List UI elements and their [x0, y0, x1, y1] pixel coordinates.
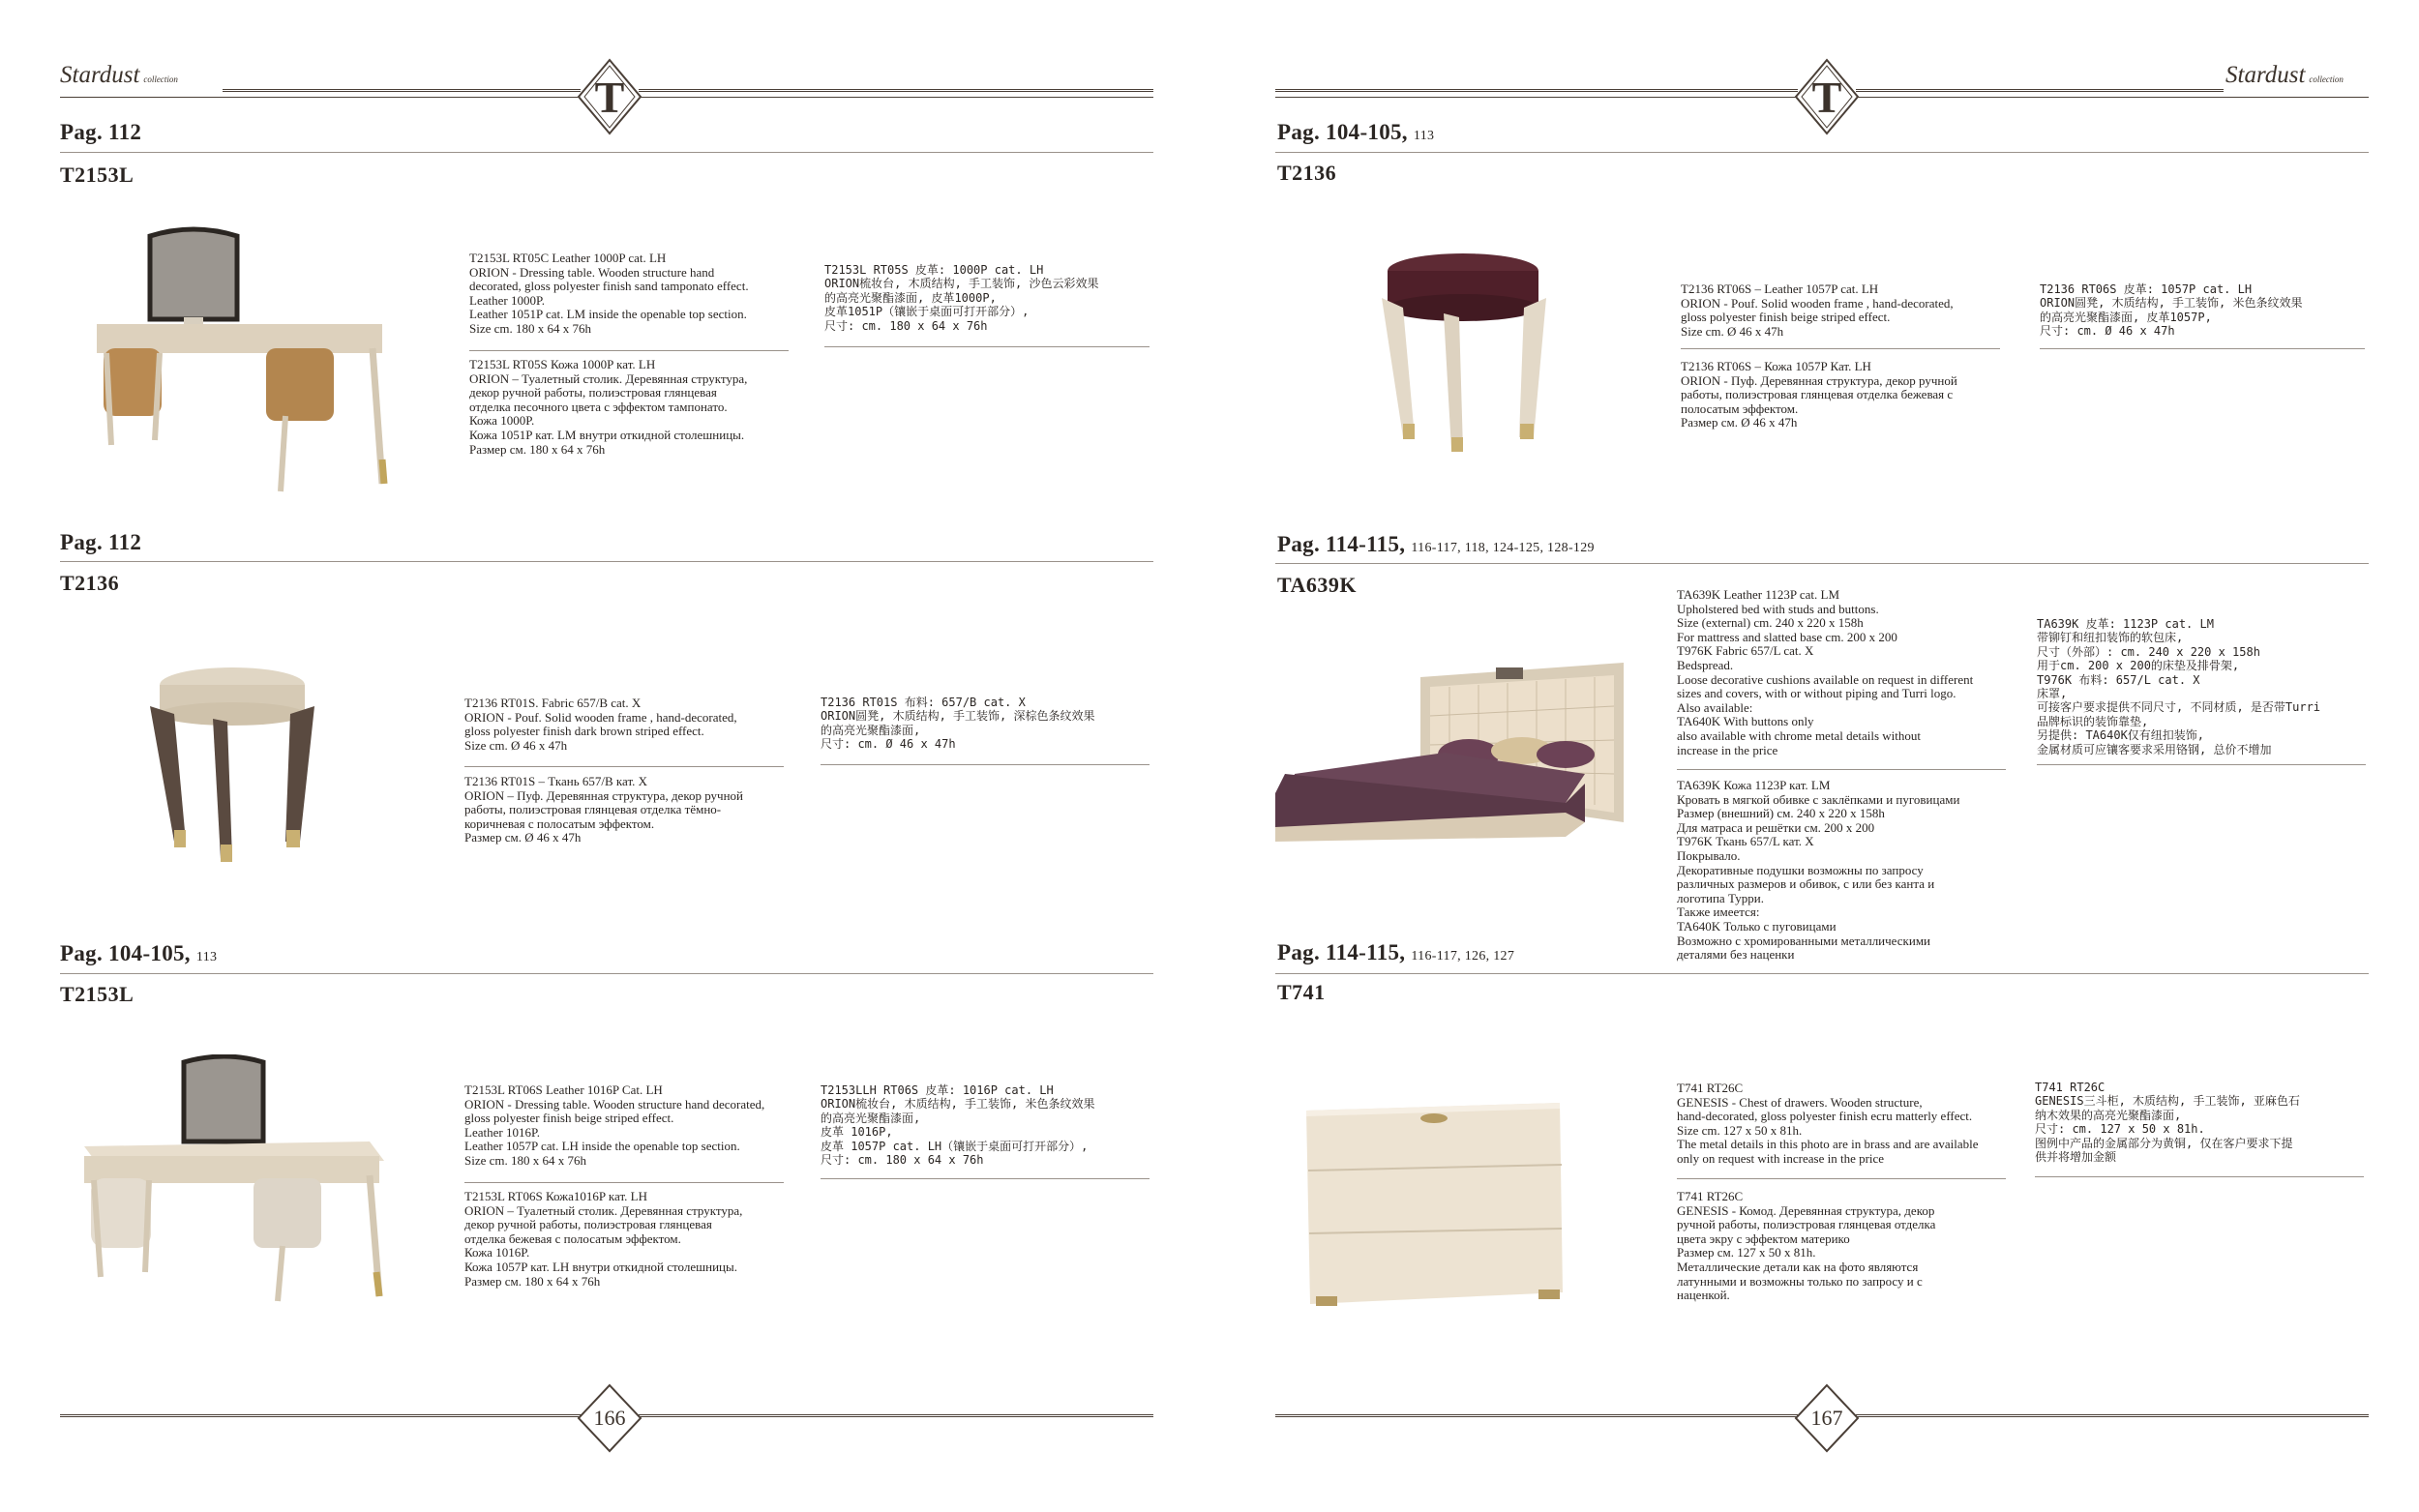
header-rule-thin	[1275, 97, 1798, 101]
description-ru: T2136 RT06S – Кожа 1057P Кат. LH ORION - Пуф. Деревянная структура, декор ручной работы, полиэстровая глянцевая отделка бежевая с полосатым эффектом. Размер см. Ø 46 x 47h	[1681, 359, 1957, 430]
product-code: TA639K	[1277, 573, 1358, 597]
pouf-leather-image	[1374, 252, 1548, 455]
t-logo-icon	[1794, 58, 1860, 135]
header-rule	[639, 89, 1153, 95]
header-rule-thin	[639, 97, 1153, 101]
t-logo-icon	[577, 58, 642, 135]
description-ru: T2153L RT05S Кожа 1000P кат. LH ORION – Туалетный столик. Деревянная структура, декор ручной работы, полиэстровая глянцевая отделка песочного цвета с эффектом тампонато. Кожа 1000P. Кожа 1051P кат. LM внутри откидной столешницы. Размер см. 180 x 64 x 76h	[469, 357, 748, 457]
section-rule	[1275, 152, 2369, 153]
dressing-table-image	[92, 222, 402, 503]
desc-separator	[1677, 1178, 2006, 1179]
dressing-table-beige-image	[79, 1054, 389, 1311]
description-cn: T2153L RT05S 皮革: 1000P cat. LH ORION梳妆台, 木质结构, 手工装饰, 沙色云彩效果 的高亮光聚酯漆面, 皮革1000P, 皮革1051P（镶嵌于桌面可打开部分）, 尺寸: cm. 180 x 64 x 76h	[824, 263, 1099, 333]
section-rule	[60, 561, 1153, 562]
footer-rule	[1275, 1414, 1798, 1420]
brand-logo-right	[2225, 62, 2344, 89]
page-reference: Pag. 112	[60, 120, 142, 144]
page-number: 167	[1810, 1406, 1843, 1430]
page-reference: Pag. 114-115, 116-117, 126, 127	[1277, 940, 1515, 964]
desc-separator	[2035, 1176, 2364, 1177]
header-rule-thin	[1856, 97, 2369, 101]
footer-rule	[639, 1414, 1153, 1420]
description-cn: T2136 RT01S 布料: 657/B cat. X ORION圆凳, 木质结构, 手工装饰, 深棕色条纹效果 的高亮光聚酯漆面, 尺寸: cm. Ø 46 x 47h	[821, 696, 1095, 752]
header-rule	[223, 89, 581, 95]
desc-separator	[464, 1182, 784, 1183]
desc-separator	[821, 1178, 1150, 1179]
product-code: T2153L	[60, 982, 134, 1006]
desc-separator	[1681, 348, 2000, 349]
description-en: T2153L RT06S Leather 1016P Cat. LH ORION - Dressing table. Wooden structure hand decorated, gloss polyester finish beige striped effect. Leather 1016P. Leather 1057P cat. LH inside the openable top section. Size cm. 180 x 64 x 76h	[464, 1082, 765, 1168]
header-rule-thin	[60, 97, 581, 101]
brand-name: Stardust	[2225, 62, 2306, 88]
chest-of-drawers-image	[1306, 1103, 1568, 1311]
header-rule	[1856, 89, 2224, 95]
section-rule	[60, 973, 1153, 974]
desc-separator	[1677, 769, 2006, 770]
page-reference: Pag. 104-105, 113	[1277, 120, 1435, 144]
desc-separator	[2037, 764, 2366, 765]
header-rule	[1275, 89, 1798, 95]
description-cn: TA639K 皮革: 1123P cat. LM 带铆钉和纽扣装饰的软包床, 尺寸（外部）: cm. 240 x 220 x 158h 用于cm. 200 x 200的床垫及排骨架, T976K 布料: 657/L cat. X 床罩, 可接客户要求提供不同尺寸, 不同材质, 是否带Turri 品牌标识的装饰靠垫, 另提供: TA640K仅有纽扣装饰, 金属材质可应镶客要求采用铬钢, 总价不增加	[2037, 617, 2321, 756]
description-en: T2136 RT06S – Leather 1057P cat. LH ORION - Pouf. Solid wooden frame , hand-decorated, gloss polyester finish beige striped effect. Size cm. Ø 46 x 47h	[1681, 282, 1954, 339]
page-reference: Pag. 114-115, 116-117, 118, 124-125, 128-129	[1277, 532, 1595, 556]
page-reference: Pag. 104-105, 113	[60, 941, 218, 965]
bed-image	[1275, 658, 1626, 842]
brand-logo-left	[60, 62, 178, 89]
description-cn: T741 RT26C GENESIS三斗柜, 木质结构, 手工装饰, 亚麻色石 纳木效果的高亮光聚酯漆面, 尺寸: cm. 127 x 50 x 81h. 图例中产品的金属部分为黄铜, 仅在客户要求下提 供并将增加金额	[2035, 1081, 2300, 1165]
svg-text:T: T	[594, 73, 625, 122]
desc-separator	[824, 346, 1150, 347]
desc-separator	[464, 766, 784, 767]
product-code: T2136	[1277, 161, 1337, 185]
section-rule	[1275, 563, 2369, 564]
description-cn: T2136 RT06S 皮革: 1057P cat. LH ORION圆凳, 木质结构, 手工装饰, 米色条纹效果 的高亮光聚酯漆面, 皮革1057P, 尺寸: cm. Ø 46 x 47h	[2040, 282, 2303, 339]
footer-rule	[1856, 1414, 2369, 1420]
brand-sub: collection	[2309, 74, 2344, 84]
svg-text:T: T	[1811, 73, 1842, 122]
product-code: T2136	[60, 571, 120, 595]
desc-separator	[821, 764, 1150, 765]
footer-rule	[60, 1414, 582, 1420]
description-en: T741 RT26C GENESIS - Chest of drawers. Wooden structure, hand-decorated, gloss polyester finish ecru matterly effect. Size cm. 127 x 50 x 81h. The metal details in this photo are in brass and are available only on request with increase in the price	[1677, 1081, 1979, 1166]
description-en: TA639K Leather 1123P cat. LM Upholstered bed with studs and buttons. Size (external) cm. 240 x 220 x 158h For mattress and slatted base cm. 200 x 200 T976K Fabric 657/L cat. X Bedspread. Loose decorative cushions available on request in different sizes and covers, with or without piping and Turri logo. Also available: TA640K With buttons only also available with chrome metal details without increase in the price	[1677, 587, 1974, 757]
brand-sub: collection	[143, 74, 178, 84]
page-number: 166	[593, 1406, 626, 1430]
brand-name: Stardust	[60, 62, 140, 88]
page-reference: Pag. 112	[60, 530, 142, 554]
pouf-dark-image	[145, 666, 329, 869]
description-en: T2136 RT01S. Fabric 657/B cat. X ORION - Pouf. Solid wooden frame , hand-decorated, gloss polyester finish dark brown striped effect. Size cm. Ø 46 x 47h	[464, 696, 737, 753]
description-ru: T2153L RT06S Кожа1016P кат. LH ORION – Туалетный столик. Деревянная структура, декор ручной работы, полиэстровая глянцевая отделка бежевая с полосатым эффектом. Кожа 1016P. Кожа 1057P кат. LH внутри откидной столешницы. Размер см. 180 x 64 x 76h	[464, 1189, 743, 1289]
description-ru: T741 RT26C GENESIS - Комод. Деревянная структура, декор ручной работы, полиэстровая глянцевая отделка цвета экру с эффектом материко Размер см. 127 x 50 x 81h. Металлические детали как на фото являются латунными и возможны только по запросу и с наценкой.	[1677, 1189, 1936, 1303]
product-code: T741	[1277, 980, 1326, 1004]
description-cn: T2153LLH RT06S 皮革: 1016P cat. LH ORION梳妆台, 木质结构, 手工装饰, 米色条纹效果 的高亮光聚酯漆面, 皮革 1016P, 皮革 1057P cat. LH（镶嵌于桌面可打开部分）, 尺寸: cm. 180 x 64 x 76h	[821, 1083, 1095, 1168]
desc-separator	[2040, 348, 2365, 349]
product-code: T2153L	[60, 163, 134, 187]
description-en: T2153L RT05C Leather 1000P cat. LH ORION - Dressing table. Wooden structure hand decorated, gloss polyester finish sand tamponato effect. Leather 1000P. Leather 1051P cat. LM inside the openable top section. Size cm. 180 x 64 x 76h	[469, 251, 749, 336]
section-rule	[1275, 973, 2369, 974]
desc-separator	[469, 350, 789, 351]
description-ru: TA639K Кожа 1123P кат. LM Кровать в мягкой обивке с заклёпками и пуговицами Размер (внешний) см. 240 x 220 x 158h Для матраса и решётки см. 200 x 200 T976K Ткань 657/L кат. X Покрывало. Декоративные подушки возможны по запросу различных размеров и обивок, с или без канта и логотипа Турри. Также имеется: TA640K Только с пуговицами Возможно с хромированными металлическими деталями без наценки	[1677, 778, 1960, 963]
section-rule	[60, 152, 1153, 153]
description-ru: T2136 RT01S – Ткань 657/B кат. X ORION – Пуф. Деревянная структура, декор ручной работы, полиэстровая глянцевая отделка тёмно- коричневая с полосатым эффектом. Размер см. Ø 46 x 47h	[464, 774, 744, 845]
